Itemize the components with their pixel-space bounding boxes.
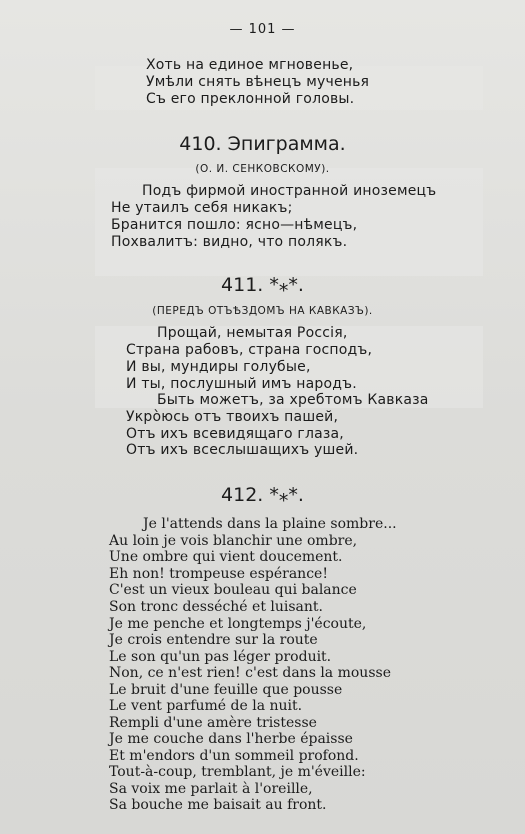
verse-line: Le bruit d'une feuille que pousse: [109, 682, 343, 698]
verse-line: Au loin je vois blanchir une ombre,: [109, 533, 358, 549]
verse-line: Tout-à-coup, tremblant, je m'éveille:: [109, 764, 366, 780]
verse-line: C'est un vieux bouleau qui balance: [109, 582, 357, 598]
verse-line: Быть можетъ, за хребтомъ Кавказа: [157, 392, 429, 408]
poem-title: 410. Эпиграмма.: [179, 133, 346, 155]
verse-line: Et m'endors d'un sommeil profond.: [109, 748, 359, 764]
verse-line: Прощай, немытая Россія,: [157, 325, 348, 341]
poem-dedication: (О. И. СЕНКОВСКОМУ).: [195, 163, 330, 175]
page-number: — 101 —: [229, 22, 296, 37]
verse-line: Подъ фирмой иностранной иноземецъ: [142, 183, 437, 199]
verse-line: Отъ ихъ всеслышащихъ ушей.: [126, 442, 359, 458]
verse-line: Rempli d'une amère tristesse: [109, 715, 317, 731]
poem-title: 411. *⁎*.: [221, 274, 304, 296]
verse-line: Sa bouche me baisait au front.: [109, 797, 327, 813]
verse-line: Страна рабовъ, страна господъ,: [126, 342, 373, 358]
verse-line: Укрòюсь отъ твоихъ пашей,: [126, 409, 339, 425]
verse-line: Бранится пошло: ясно—нѣмецъ,: [111, 217, 358, 233]
verse-line: И вы, мундиры голубые,: [126, 359, 311, 375]
verse-line: Le son qu'un pas léger produit.: [109, 649, 332, 665]
verse-line: Не утаилъ себя никакъ;: [111, 200, 293, 216]
verse-line: Отъ ихъ всевидящаго глаза,: [126, 426, 344, 442]
verse-line: Je l'attends dans la plaine sombre...: [143, 516, 397, 532]
verse-line: И ты, послушный имъ народъ.: [126, 376, 357, 392]
verse-line: Sa voix me parlait à l'oreille,: [109, 781, 313, 797]
verse-line: Son tronc desséché et luisant.: [109, 599, 323, 615]
verse-line: Je me penche et longtemps j'écoute,: [109, 616, 367, 632]
verse-line: Умѣли снять вѣнецъ мученья: [146, 74, 370, 90]
verse-line: Eh non! trompeuse espérance!: [109, 566, 328, 582]
poem-dedication: (ПЕРЕДЪ ОТЪѢЗДОМЪ НА КАВКАЗЪ).: [152, 305, 373, 317]
verse-line: Je crois entendre sur la route: [109, 632, 318, 648]
verse-line: Non, ce n'est rien! c'est dans la mousse: [109, 665, 391, 681]
verse-line: Le vent parfumé de la nuit.: [109, 698, 303, 714]
verse-line: Похвалитъ: видно, что полякъ.: [111, 234, 348, 250]
verse-line: Une ombre qui vient doucement.: [109, 549, 343, 565]
verse-line: Хоть на единое мгновенье,: [146, 57, 354, 73]
verse-line: Съ его преклонной головы.: [146, 91, 355, 107]
poem-title: 412. *⁎*.: [221, 484, 304, 506]
verse-line: Je me couche dans l'herbe épaisse: [109, 731, 353, 747]
